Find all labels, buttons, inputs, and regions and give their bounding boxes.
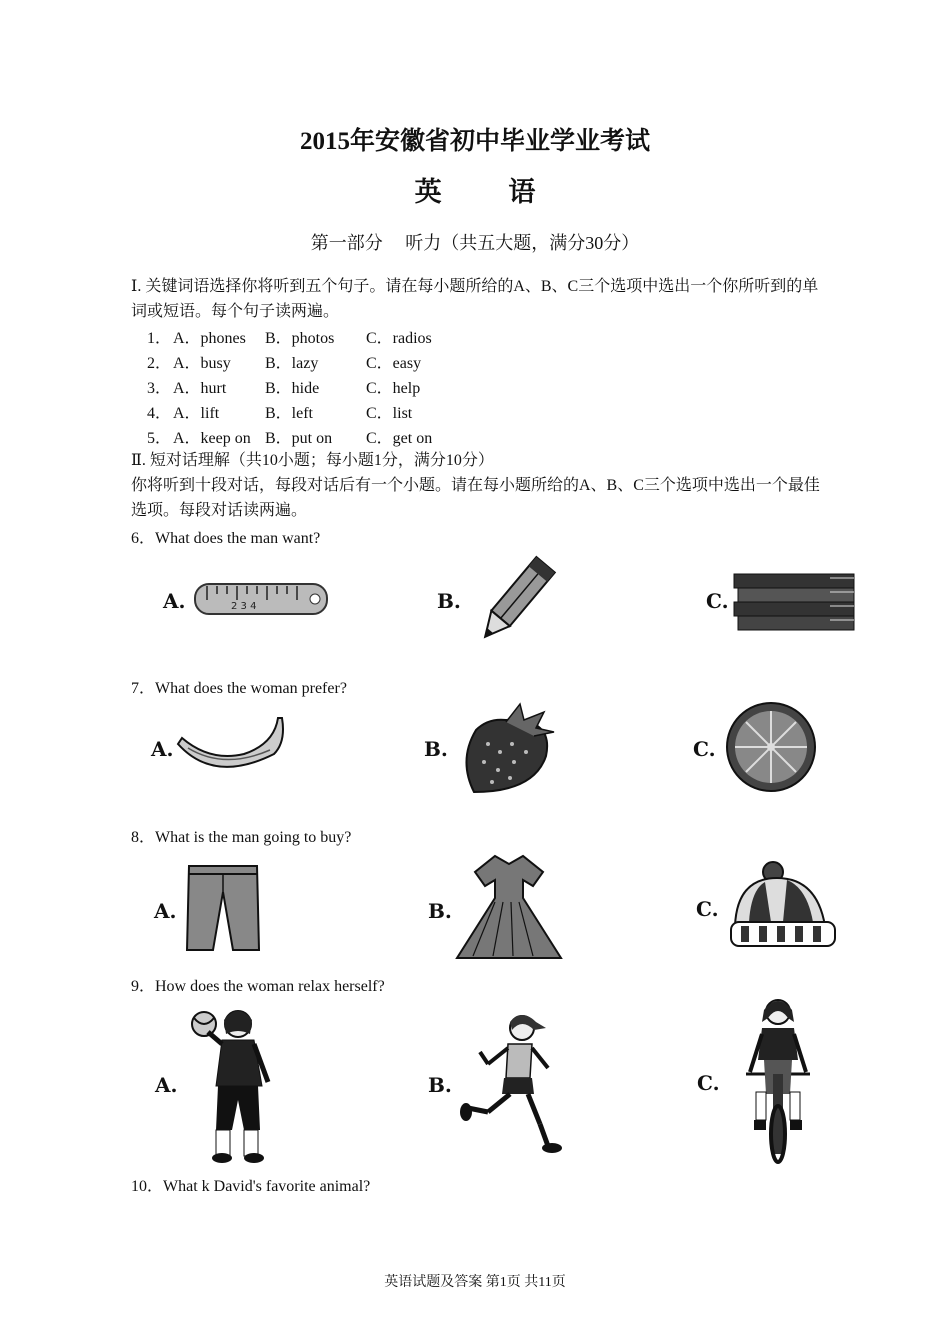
cycling-girl-icon (740, 994, 816, 1166)
question-8: 8．What is the man going to buy? (131, 829, 352, 846)
option-b-label: B. (428, 899, 452, 923)
question-10: 10．What k David's favorite animal? (131, 1178, 371, 1195)
orange-icon (724, 700, 818, 794)
strawberry-icon (454, 700, 558, 798)
question-9: 9．How does the woman relax herself? (131, 978, 385, 995)
option-b-label: B. (424, 737, 448, 761)
option-b-label: B. (428, 1073, 452, 1097)
ruler-icon (193, 580, 339, 620)
question-6: 6．What does the man want? (131, 530, 321, 547)
option-a-label: A. (151, 737, 174, 761)
svg-text:2 3 4: 2 3 4 (231, 601, 257, 612)
pencil-icon (470, 548, 562, 652)
section2-instructions: 你将听到十段对话，每段对话后有一个小题。请在每小题所给的A、B、C三个选项中选出一个最佳选项。每段对话读两遍。 (131, 477, 820, 519)
option-c-label: C. (696, 897, 719, 921)
option-a-label: A. (163, 589, 186, 613)
banana-icon (174, 714, 290, 782)
subject-title: 英 语 (414, 177, 566, 207)
option-c-label: C. (706, 589, 729, 613)
question-7: 7．What does the woman prefer? (131, 680, 347, 697)
books-icon (730, 568, 860, 634)
hat-icon (727, 860, 839, 954)
volleyball-girl-icon (186, 1000, 278, 1166)
running-girl-icon (458, 1008, 566, 1158)
option-c-label: C. (697, 1071, 720, 1095)
option-a-label: A. (154, 899, 177, 923)
section1-instructions: Ⅰ. 关键词语选择你将听到五个句子。请在每小题所给的A、B、C三个选项中选出一个你所听到的单词或短语。每个句子读两遍。 (131, 278, 819, 320)
dress-icon (451, 850, 567, 966)
page-footer: 英语试题及答案 第1页 共11页 (384, 1275, 566, 1290)
part-heading: 第一部分 听力（共五大题，满分30分） (310, 233, 640, 253)
option-c-label: C. (693, 737, 716, 761)
section2-heading: Ⅱ. 短对话理解（共10小题；每小题1分，满分10分） (131, 452, 494, 469)
exam-title: 2015年安徽省初中毕业学业考试 (299, 128, 650, 155)
option-b-label: B. (437, 589, 461, 613)
pants-icon (183, 862, 263, 954)
option-a-label: A. (155, 1073, 178, 1097)
